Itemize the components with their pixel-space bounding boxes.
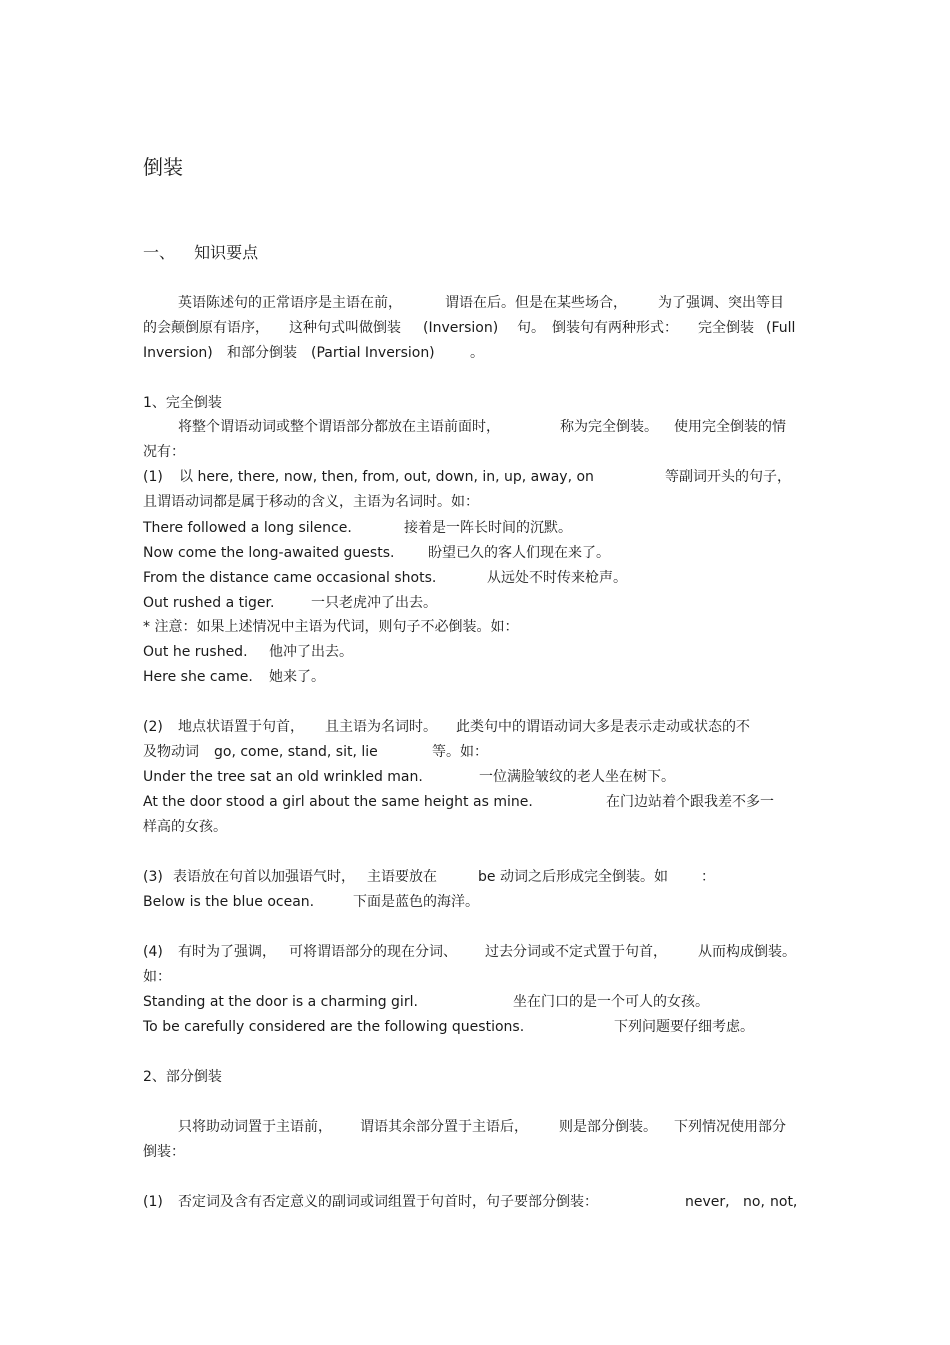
paragraph-text: 称为完全倒装。 (560, 419, 658, 435)
example-zh: 一位满脸皱纹的老人坐在树下。 (479, 769, 675, 785)
note-text: * 注意：如果上述情况中主语为代词，则句子不必倒装。如： (143, 619, 519, 635)
example-en: From the distance came occasional shots. (143, 570, 437, 586)
paragraph-text: not, (770, 1194, 798, 1210)
example-zh: 在门边站着个跟我差不多一 (606, 794, 774, 810)
paragraph-text: 且主语为名词时。 (325, 719, 437, 735)
example-en: There followed a long silence. (143, 520, 352, 536)
paragraph-text: go, come, stand, sit, lie (214, 744, 378, 760)
intro-text: Inversion) (143, 345, 213, 361)
intro-text: 和部分倒装 (227, 345, 297, 361)
paragraph-text: 则是部分倒装。 (559, 1119, 657, 1135)
paragraph-text: 可将谓语部分的现在分词、 (289, 944, 457, 960)
example-en: Under the tree sat an old wrinkled man. (143, 769, 423, 785)
intro-text: 倒装句有两种形式： (552, 320, 678, 336)
example-zh: 一只老虎冲了出去。 (311, 595, 437, 611)
section-heading (143, 243, 258, 263)
paragraph-text: 等。如： (432, 744, 488, 760)
example-en: Now come the long-awaited guests. (143, 545, 395, 561)
paragraph-text: never, (685, 1194, 730, 1210)
intro-text: 的会颠倒原有语序， (143, 320, 269, 336)
paragraph-text: 及物动词 (143, 744, 199, 760)
paragraph-text: 地点状语置于句首， (178, 719, 304, 735)
example-zh: 下面是蓝色的海洋。 (353, 894, 479, 910)
example-zh: 他冲了出去。 (269, 644, 353, 660)
paragraph-text: no, (743, 1194, 765, 1210)
intro-text: 句。 (517, 320, 545, 336)
section-number: 一、 (143, 243, 176, 262)
item-number: (2) (143, 719, 163, 735)
example-zh: 样高的女孩。 (143, 819, 227, 835)
example-en: Below is the blue ocean. (143, 894, 315, 910)
paragraph-text: 从而构成倒装。 (698, 944, 796, 960)
paragraph-text: ： (701, 869, 715, 885)
example-zh: 她来了。 (269, 669, 325, 685)
example-en: Out he rushed. (143, 644, 248, 660)
intro-text: 完全倒装 (698, 320, 754, 336)
example-en: Out rushed a tiger. (143, 595, 275, 611)
item-number: (3) (143, 869, 163, 885)
subsection-heading: 2、部分倒装 (143, 1069, 222, 1085)
paragraph-text: 以 here, there, now, then, from, out, down, in, up, away, on (179, 469, 594, 485)
paragraph-text: 只将助动词置于主语前， (178, 1119, 332, 1135)
paragraph-text: 倒装： (143, 1144, 185, 1160)
paragraph-text: 使用完全倒装的情 (674, 419, 786, 435)
paragraph-text: 下列情况使用部分 (674, 1119, 786, 1135)
intro-text: (Partial Inversion) (311, 345, 435, 361)
item-number: (1) (143, 1194, 163, 1210)
paragraph-text: 此类句中的谓语动词大多是表示走动或状态的不 (456, 719, 750, 735)
paragraph-text: 将整个谓语动词或整个谓语部分都放在主语前面时， (178, 419, 500, 435)
item-number: (1) (143, 469, 163, 485)
paragraph-text: 表语放在句首以加强语气时， (173, 869, 355, 885)
paragraph-text: 且谓语动词都是属于移动的含义，主语为名词时。如： (143, 494, 479, 510)
paragraph-text: 况有： (143, 444, 185, 460)
paragraph-text: 有时为了强调， (178, 944, 276, 960)
paragraph-text: 主语要放在 (367, 869, 437, 885)
example-zh: 盼望已久的客人们现在来了。 (428, 545, 610, 561)
example-en: Standing at the door is a charming girl. (143, 994, 418, 1010)
paragraph-text: 等副词开头的句子， (665, 469, 791, 485)
paragraph-text: 如： (143, 969, 171, 985)
example-en: At the door stood a girl about the same height as mine. (143, 794, 533, 810)
intro-text: 英语陈述句的正常语序是主语在前， (178, 295, 402, 311)
intro-text: 。 (470, 345, 484, 361)
example-zh: 坐在门口的是一个可人的女孩。 (513, 994, 709, 1010)
example-zh: 从远处不时传来枪声。 (487, 570, 627, 586)
intro-text: (Inversion) (423, 320, 499, 336)
page-title: 倒装 (143, 155, 183, 179)
intro-text: 谓语在后。但是在某些场合， (445, 295, 627, 311)
paragraph-text: 否定词及含有否定意义的副词或词组置于句首时，句子要部分倒装： (178, 1194, 598, 1210)
intro-text: 为了强调、突出等目 (658, 295, 784, 311)
section-title: 知识要点 (194, 243, 259, 262)
intro-text: (Full (766, 320, 796, 336)
intro-text: 这种句式叫做倒装 (289, 320, 401, 336)
example-en: To be carefully considered are the following questions. (143, 1019, 525, 1035)
example-zh: 下列问题要仔细考虑。 (614, 1019, 754, 1035)
paragraph-text: be 动词之后形成完全倒装。如 (478, 869, 668, 885)
example-zh: 接着是一阵长时间的沉默。 (404, 520, 572, 536)
item-number: (4) (143, 944, 163, 960)
example-en: Here she came. (143, 669, 253, 685)
paragraph-text: 谓语其余部分置于主语后， (360, 1119, 528, 1135)
paragraph-text: 过去分词或不定式置于句首， (485, 944, 667, 960)
subsection-heading: 1、完全倒装 (143, 395, 222, 411)
